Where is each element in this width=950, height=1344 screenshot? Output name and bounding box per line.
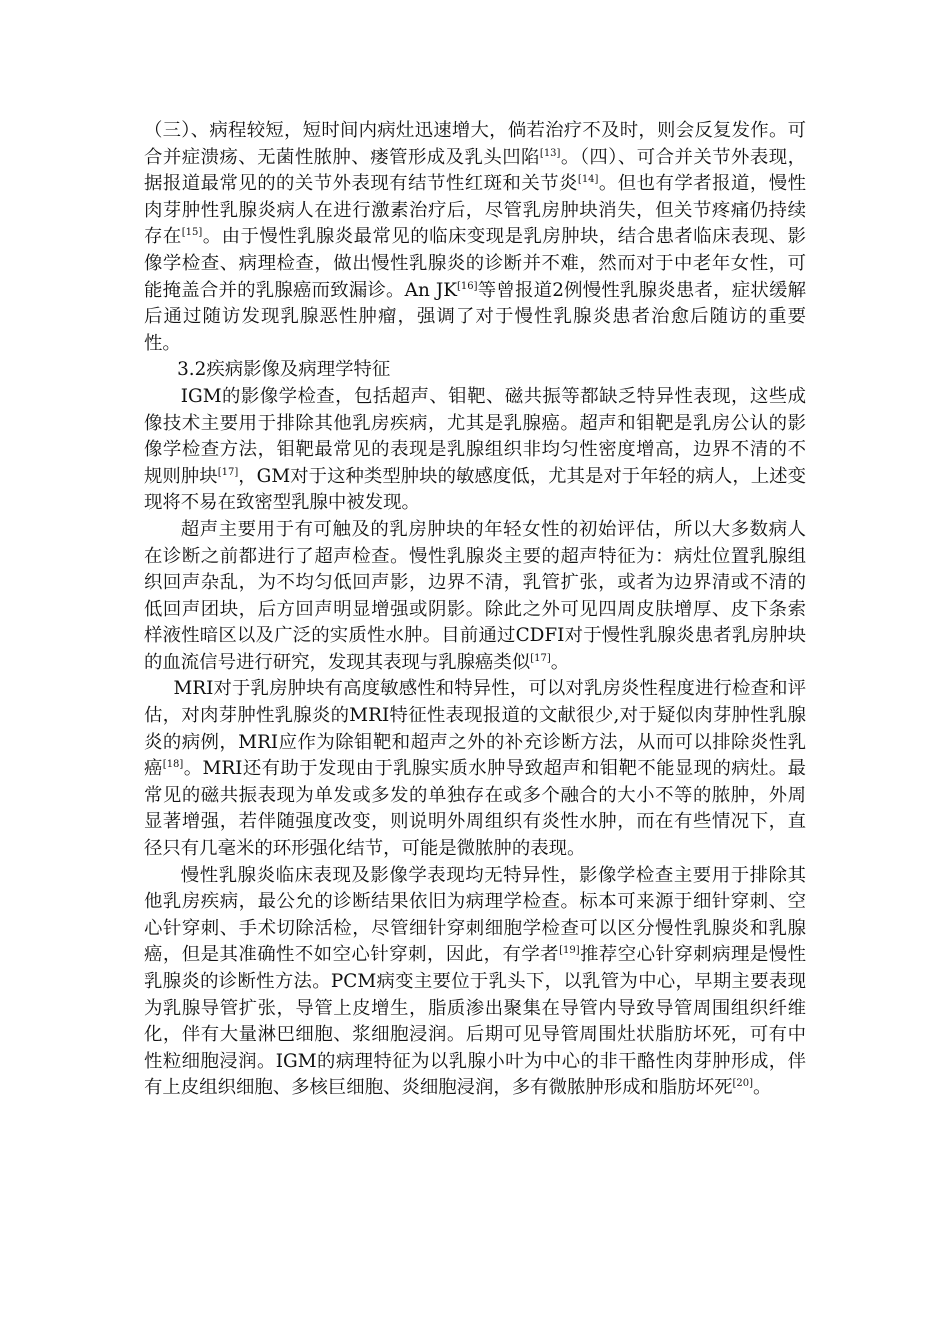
paragraph-clinical-features <box>144 118 806 357</box>
paragraph-text: （三）、病程较短，短时间内病灶迅速增大，倘若治疗不及时，则会反复发作。可合并症溃疡、无菌性脓肿、瘘管形成及乳头凹陷 <box>144 120 806 168</box>
paragraph-igm-imaging <box>144 384 806 517</box>
citation-19: [19] <box>559 945 580 957</box>
citation-15: [15] <box>181 227 203 239</box>
citation-17: [17] <box>217 466 239 478</box>
paragraph-text: 。由于慢性乳腺炎最常见的临床变现是乳房肿块，结合患者临床表现、影像学检查、病理检查，做出慢性乳腺炎的诊断并不难，然而对于中老年女性，可能掩盖合并的乳腺癌而致漏诊。An JK <box>144 226 806 301</box>
citation-20: [20] <box>732 1078 754 1090</box>
paragraph-text: ，GM对于这种类型肿块的敏感度低，尤其是对于年轻的病人，上述变现将不易在致密型乳腺中被发现。 <box>144 465 806 514</box>
paragraph-text: 超声主要用于有可触及的乳房肿块的年轻女性的初始评估，所以大多数病人在诊断之前都进行了超声检查。慢性乳腺炎主要的超声特征为：病灶位置乳腺组织回声杂乱，为不均匀低回声影，边界不清，乳管扩张，或者为边界清或不清的低回声团块，后方回声明显增强或阴影。除此之外可见四周皮肤增厚、皮下条索样液性暗区以及广泛的实质性水肿。目前通过CDFI对于慢性乳腺炎患者乳房肿块的血流信号进行研究，发现其表现与乳腺癌类似 <box>144 518 806 673</box>
citation-16: [16] <box>457 280 478 292</box>
paragraph-ultrasound <box>144 517 806 677</box>
citation-18: [18] <box>162 759 184 771</box>
section-heading: 3.2疾病影像及病理学特征 <box>177 359 391 381</box>
paragraph-pathology <box>144 863 806 1102</box>
paragraph-mri <box>144 676 806 862</box>
paragraph-text: MRI对于乳房肿块有高度敏感性和特异性，可以对乳房炎性程度进行检查和评估，对肉芽肿性乳腺炎的MRI特征性表现报道的文献很少,对于疑似肉芽肿性乳腺炎的病例，MRI应作为除钼靶和超声之外的补充诊断方法，从而可以排除炎性乳癌 <box>144 678 806 780</box>
citation-17: [17] <box>530 652 551 664</box>
citation-13: [13] <box>539 147 561 159</box>
paragraph-text: 。但也有学者报道，慢性肉芽肿性乳腺炎病人在进行激素治疗后，尽管乳房肿块消失，但关节疼痛仍持续存在 <box>144 173 806 248</box>
citation-14: [14] <box>577 174 599 186</box>
paragraph-text: 。 <box>550 651 570 673</box>
paragraph-text: 推荐空心针穿刺病理是慢性乳腺炎的诊断性方法。PCM病变主要位于乳头下，以乳管为中心，早期主要表现为乳腺导管扩张，导管上皮增生，脂质渗出聚集在导管内导致导管周围组织纤维化，伴有大量淋巴细胞、浆细胞浸润。后期可见导管周围灶状脂肪坏死，可有中性粒细胞浸润。IGM的病理特征为以乳腺小叶为中心的非干酪性肉芽肿形成，伴有上皮组织细胞、多核巨细胞、炎细胞浸润，多有微脓肿形成和脂肪坏死 <box>144 944 806 1099</box>
paragraph-text: IGM的影像学检查，包括超声、钼靶、磁共振等都缺乏特异性表现，这些成像技术主要用于排除其他乳房疾病，尤其是乳腺癌。超声和钼靶是乳房公认的影像学检查方法，钼靶最常见的表现是乳腺组织非均匀性密度增高，边界不清的不规则肿块 <box>144 385 806 487</box>
paragraph-text: 。（四）、可合并关节外表现，据报道最常见的的关节外表现有结节性红斑和关节炎 <box>144 146 806 195</box>
paragraph-text: 等曾报道2例慢性乳腺炎患者，症状缓解后通过随访发现乳腺恶性肿瘤，强调了对于慢性乳腺炎患者治愈后随访的重要性。 <box>144 279 806 354</box>
paragraph-text: 慢性乳腺炎临床表现及影像学表现均无特异性，影像学检查主要用于排除其他乳房疾病，最公允的诊断结果依旧为病理学检查。标本可来源于细针穿刺、空心针穿刺、手术切除活检，尽管细针穿刺细胞学检查可以区分慢性乳腺炎和乳腺癌，但是其准确性不如空心针穿刺，因此，有学者 <box>144 864 806 966</box>
document-page <box>144 118 806 1102</box>
paragraph-text: 。 <box>753 1077 772 1099</box>
paragraph-text: 。MRI还有助于发现由于乳腺实质水肿导致超声和钼靶不能显现的病灶。最常见的磁共振表现为单发或多发的单独存在或多个融合的大小不等的脓肿，外周显著增强，若伴随强度改变，则说明外周组织有炎性水肿，而在有些情况下，直径只有几毫米的环形强化结节，可能是微脓肿的表现。 <box>144 758 806 860</box>
